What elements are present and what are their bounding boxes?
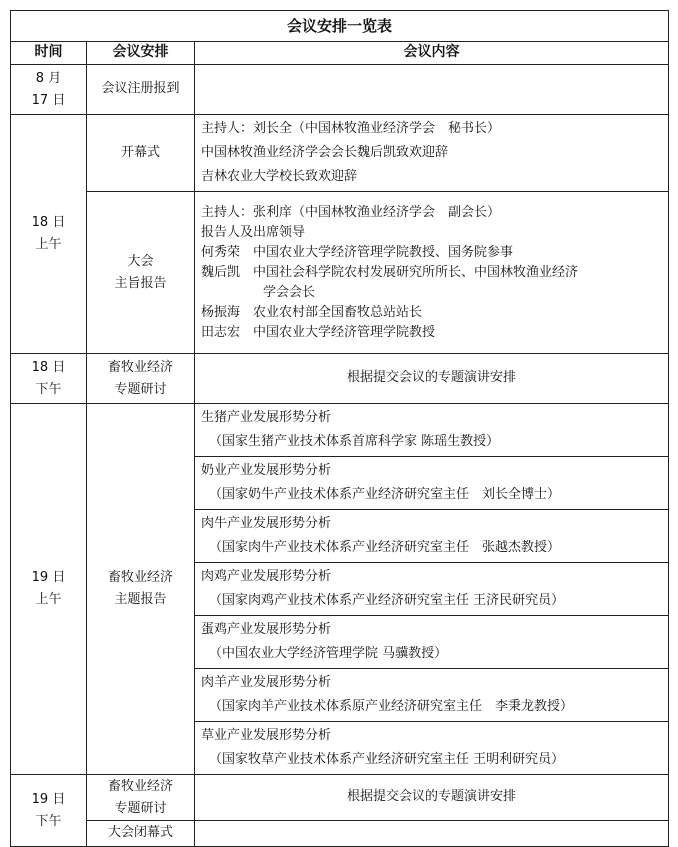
content-line: 魏后凯 中国社会科学院农村发展研究所所长、中国林牧渔业经济: [201, 264, 579, 280]
time-line: 上午: [35, 237, 62, 252]
arrangement-cell: [87, 404, 195, 775]
arrangement-line: 主题报告: [114, 592, 167, 607]
arrangement-cell: [87, 354, 195, 404]
arrangement-line: 畜牧业经济: [107, 778, 173, 794]
arrangement-cell: 大会闭幕式: [87, 821, 195, 847]
topic-speaker: （国家肉牛产业技术体系产业经济研究室主任 张越杰教授）: [209, 540, 561, 555]
arrangement-cell: 会议注册报到: [87, 65, 195, 115]
arrangement-cell: [87, 775, 195, 821]
content-cell: 根据提交会议的专题演讲安排: [195, 354, 669, 404]
topic-cell: [195, 404, 669, 457]
content-cell-empty: [195, 821, 669, 847]
topic-cell: [195, 669, 669, 722]
topic-title: 肉鸡产业发展形势分析: [201, 569, 332, 584]
arrangement-line: 畜牧业经济: [107, 359, 173, 375]
topic-speaker: （国家奶牛产业技术体系产业经济研究室主任 刘长全博士）: [209, 487, 561, 502]
topic-speaker: （国家牧草产业技术体系产业经济研究室主任 王明利研究员）: [209, 752, 565, 767]
content-line: 报告人及出席领导: [201, 224, 306, 240]
arrangement-line: 主旨报告: [114, 275, 167, 291]
content-cell-empty: [195, 65, 669, 115]
time-cell: [11, 404, 87, 775]
topic-cell: [195, 616, 669, 669]
topic-title: 肉羊产业发展形势分析: [201, 675, 332, 690]
time-line: 19 日: [31, 791, 66, 807]
time-line: 下午: [35, 813, 62, 829]
topic-title: 草业产业发展形势分析: [201, 728, 332, 743]
content-line: 主持人：刘长全（中国林牧渔业经济学会 秘书长）: [201, 121, 501, 136]
time-line: 8 月: [35, 70, 62, 86]
content-line: 何秀荣 中国农业大学经济管理学院教授、国务院参事: [201, 244, 514, 260]
time-line: 18 日: [31, 359, 66, 375]
header-content: 会议内容: [195, 42, 669, 65]
topic-cell: [195, 510, 669, 563]
time-line: 下午: [35, 381, 62, 397]
table-title: 会议安排一览表: [11, 11, 669, 42]
time-line: 17 日: [31, 92, 66, 108]
time-line: 18 日: [31, 215, 66, 230]
header-time: 时间: [11, 42, 87, 65]
topic-title: 肉牛产业发展形势分析: [201, 516, 332, 531]
content-line: 杨振海 农业农村部全国畜牧总站站长: [201, 304, 423, 320]
arrangement-line: 专题研讨: [114, 800, 167, 816]
topic-cell: [195, 722, 669, 775]
topic-cell: [195, 457, 669, 510]
time-cell: [11, 115, 87, 354]
time-cell: [11, 65, 87, 115]
content-cell: [195, 115, 669, 192]
schedule-table: [10, 10, 669, 847]
content-line: 中国林牧渔业经济学会会长魏后凯致欢迎辞: [201, 145, 449, 160]
arrangement-cell: 开幕式: [87, 115, 195, 192]
time-cell: [11, 775, 87, 847]
time-cell: [11, 354, 87, 404]
content-cell: 根据提交会议的专题演讲安排: [195, 775, 669, 821]
topic-cell: [195, 563, 669, 616]
topic-title: 蛋鸡产业发展形势分析: [201, 622, 332, 637]
topic-speaker: （国家生猪产业技术体系首席科学家 陈瑶生教授）: [209, 434, 500, 449]
arrangement-line: 大会: [127, 253, 154, 269]
content-cell: [195, 192, 669, 354]
arrangement-line: 专题研讨: [114, 381, 167, 397]
content-line: 学会会长: [263, 284, 316, 300]
arrangement-line: 畜牧业经济: [107, 570, 173, 585]
content-line: 吉林农业大学校长致欢迎辞: [201, 169, 358, 184]
content-line: 主持人：张利庠（中国林牧渔业经济学会 副会长）: [201, 204, 501, 220]
time-line: 19 日: [31, 570, 66, 585]
arrangement-cell: [87, 192, 195, 354]
topic-speaker: （国家肉羊产业技术体系原产业经济研究室主任 李秉龙教授）: [209, 699, 574, 714]
topic-speaker: （国家肉鸡产业技术体系产业经济研究室主任 王济民研究员）: [209, 593, 565, 608]
topic-speaker: （中国农业大学经济管理学院 马骥教授）: [209, 646, 448, 661]
topic-title: 生猪产业发展形势分析: [201, 410, 332, 425]
content-line: 田志宏 中国农业大学经济管理学院教授: [201, 324, 436, 340]
topic-title: 奶业产业发展形势分析: [201, 463, 332, 478]
header-arrangement: 会议安排: [87, 42, 195, 65]
time-line: 上午: [35, 592, 62, 607]
